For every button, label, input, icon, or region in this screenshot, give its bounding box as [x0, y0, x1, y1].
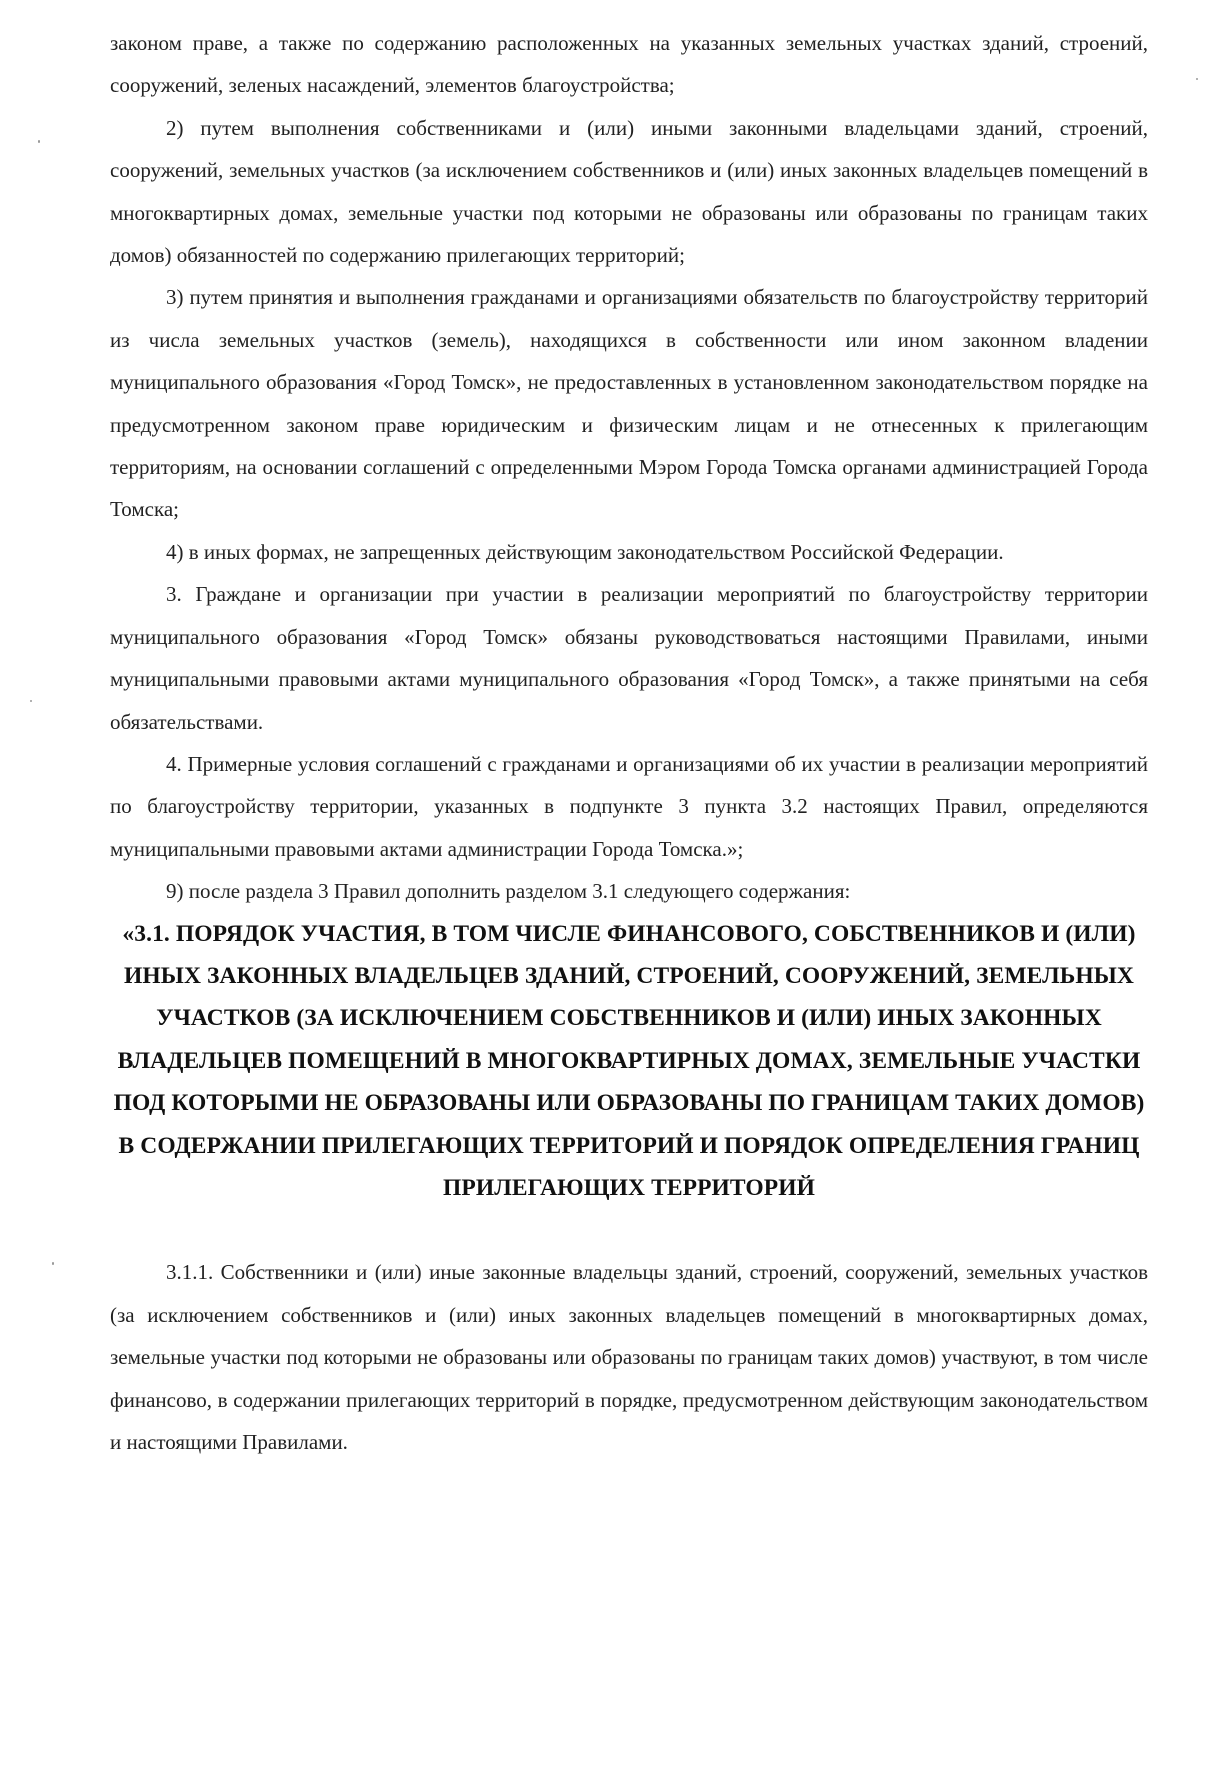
paragraph-item-4: 4) в иных формах, не запрещенных действующим законодательством Российской Федерации. [166, 539, 1004, 564]
paragraph-3-1-1: 3.1.1. Собственники и (или) иные законные владельцы зданий, строений, сооружений, земельных участков (за исключением собственников и (или) иных законных владельцев помещений в многоквартирных домах, земельные участки под которыми не образованы или образованы по границам таких домов) участвуют, в том числе финансово, в содержании прилегающих территорий в порядке, предусмотренном действующим законодательством и настоящими Правилами. [110, 1260, 1148, 1454]
scan-speck [1196, 78, 1198, 80]
spacer [110, 1209, 1148, 1251]
paragraph-item-9: 9) после раздела 3 Правил дополнить разделом 3.1 следующего содержания: [166, 879, 851, 904]
scan-speck [52, 1262, 54, 1265]
paragraph-continuation: законом праве, а также по содержанию расположенных на указанных земельных участках зданий, строений, сооружений, зеленых насаждений, элементов благоустройства; [110, 31, 1148, 98]
scan-speck [38, 140, 40, 143]
section-heading: «3.1. ПОРЯДОК УЧАСТИЯ, В ТОМ ЧИСЛЕ ФИНАНСОВОГО, СОБСТВЕННИКОВ И (ИЛИ) ИНЫХ ЗАКОННЫХ ВЛАДЕЛЬЦЕВ ЗДАНИЙ, СТРОЕНИЙ, СООРУЖЕНИЙ, ЗЕМЕЛЬНЫХ УЧАСТКОВ (ЗА ИСКЛЮЧЕНИЕМ СОБСТВЕННИКОВ И (ИЛИ) ИНЫХ ЗАКОННЫХ ВЛАДЕЛЬЦЕВ ПОМЕЩЕНИЙ В МНОГОКВАРТИРНЫХ ДОМАХ, ЗЕМЕЛЬНЫЕ УЧАСТКИ ПОД КОТОРЫМИ НЕ ОБРАЗОВАНЫ ИЛИ ОБРАЗОВАНЫ ПО ГРАНИЦАМ ТАКИХ ДОМОВ) В СОДЕРЖАНИИ ПРИЛЕГАЮЩИХ ТЕРРИТОРИЙ И ПОРЯДОК ОПРЕДЕЛЕНИЯ ГРАНИЦ ПРИЛЕГАЮЩИХ ТЕРРИТОРИЙ [113, 920, 1145, 1201]
paragraph-clause-4: 4. Примерные условия соглашений с гражданами и организациями об их участии в реализации мероприятий по благоустройству территории, указанных в подпункте 3 пункта 3.2 настоящих Правил, определяются муниципальными правовыми актами администрации Города Томска.»; [110, 751, 1148, 861]
paragraph-clause-3: 3. Граждане и организации при участии в реализации мероприятий по благоустройству территории муниципального образования «Город Томск» обязаны руководствоваться настоящими Правилами, иными муниципальными правовыми актами муниципального образования «Город Томск», а также принятыми на себя обязательствами. [110, 582, 1148, 734]
scan-speck [30, 700, 32, 702]
paragraph-item-2: 2) путем выполнения собственниками и (или) иными законными владельцами зданий, строений, сооружений, земельных участков (за исключением собственников и (или) иных законных владельцев помещений в многоквартирных домах, земельные участки под которыми не образованы или образованы по границам таких домов) обязанностей по содержанию прилегающих территорий; [110, 115, 1148, 268]
document-page [110, 22, 1148, 1463]
paragraph-item-3: 3) путем принятия и выполнения гражданами и организациями обязательств по благоустройству территорий из числа земельных участков (земель), находящихся в собственности или ином законном владении муниципального образования «Город Томск», не предоставленных в установленном законодательством порядке на предусмотренном законом праве юридическим и физическим лицам и не отнесенных к прилегающим территориям, на основании соглашений с определенными Мэром Города Томска органами администрацией Города Томска; [110, 285, 1148, 522]
